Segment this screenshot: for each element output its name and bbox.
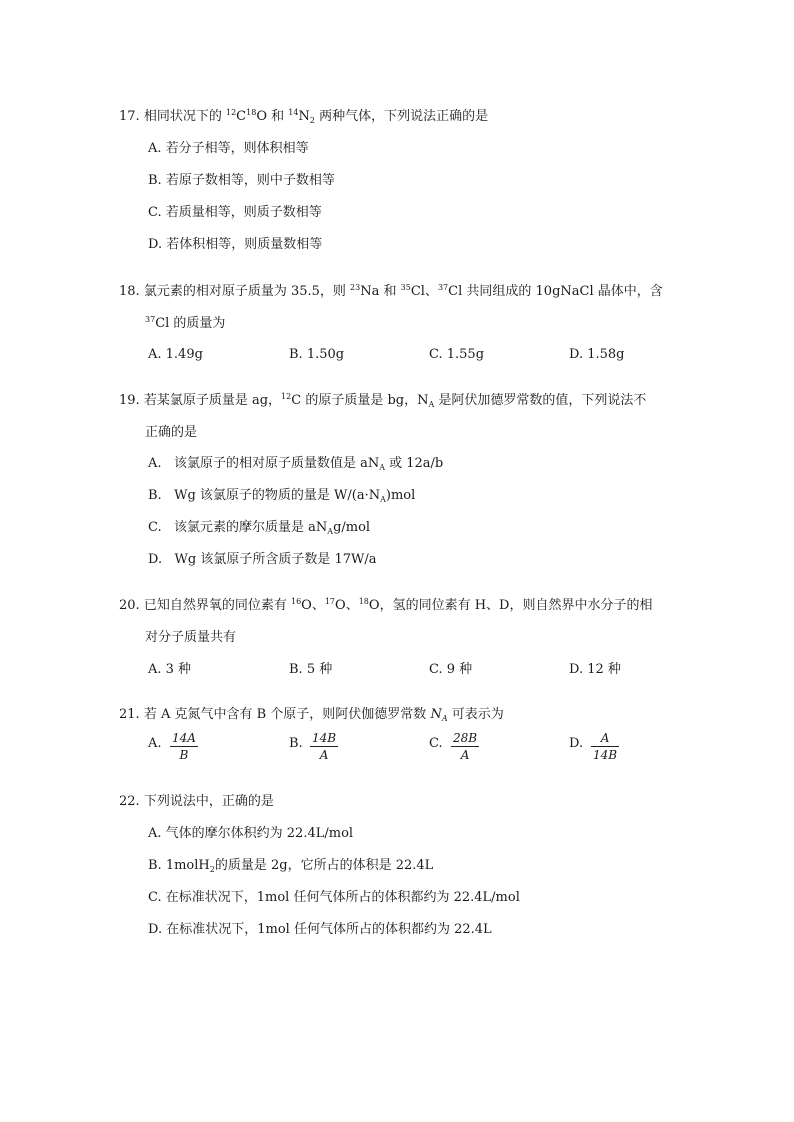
q17-option-b: B. 若原子数相等，则中子数相等 — [148, 173, 335, 188]
q19-option-a: A. 该氯原子的相对原子质量数值是 $aN_A$ 或 12a/b — [148, 456, 444, 472]
q22-option-b: B. 1molH$_2$的质量是 2g，它所占的体积是 22.4L — [148, 858, 434, 874]
question-22-stem: 22. 下列说法中，正确的是 — [119, 794, 274, 809]
question-number: 21. — [119, 707, 140, 722]
denominator: A — [460, 748, 470, 762]
question-17-stem: 17. 相同状况下的 $^{12}C^{18}O$ 和 $^{14}N_2$ 两种气体，下列说法正确的是 — [119, 108, 489, 125]
denominator: A — [319, 748, 329, 762]
q18-option-a: A. 1.49g — [148, 347, 203, 362]
q22-option-a: A. 气体的摩尔体积约为 22.4L/mol — [148, 826, 354, 841]
q18-option-b: B. 1.50g — [289, 347, 345, 362]
q20-option-b: B. 5 种 — [289, 662, 333, 677]
q21-option-a-fraction — [170, 731, 198, 762]
question-number: 19. — [119, 393, 140, 408]
q22-option-d: D. 在标准状况下，1mol 任何气体所占的体积都约为 22.4L — [148, 922, 492, 937]
q21-option-d-fraction — [591, 731, 619, 762]
numerator: A — [591, 731, 619, 747]
question-20-stem-line2: 对分子质量共有 — [145, 630, 237, 645]
q21-option-b-label: B. — [289, 736, 303, 751]
q20-option-a: A. 3 种 — [148, 662, 192, 677]
denominator: B — [179, 748, 189, 762]
q21-option-a-label: A. — [148, 736, 162, 751]
q18-option-c: C. 1.55g — [429, 347, 485, 362]
numerator: 14A — [172, 731, 196, 745]
question-21-stem: 21. 若 A 克氮气中含有 B 个原子，则阿伏伽德罗常数 $N_A$ 可表示为 — [119, 707, 504, 723]
q20-option-c: C. 9 种 — [429, 662, 473, 677]
q20-option-d: D. 12 种 — [569, 662, 621, 677]
q19-option-b: B. Wg 该氯原子的物质的量是 $W/(a\cdot N_A)mol$ — [148, 488, 416, 504]
numerator: 28B — [453, 731, 478, 745]
q19-option-c: C. 该氯元素的摩尔质量是 $aN_Ag$/mol — [148, 520, 371, 536]
denominator: 14B — [593, 748, 618, 762]
q21-option-b-fraction — [310, 731, 338, 762]
question-number: 18. — [119, 284, 140, 299]
question-18-stem-line2: $^{37}$Cl 的质量为 — [145, 315, 226, 331]
numerator: 14B — [312, 731, 337, 745]
q18-option-d: D. 1.58g — [569, 347, 625, 362]
question-number: 22. — [119, 794, 140, 809]
question-number: 20. — [119, 598, 140, 613]
question-number: 17. — [119, 109, 140, 124]
q17-option-c: C. 若质量相等，则质子数相等 — [148, 205, 322, 220]
question-20-stem: 20. 已知自然界氧的同位素有 $^{16}$O、$^{17}$O、$^{18}$O，氢的同位素有 H、D，则自然界中水分子的相 — [119, 597, 653, 613]
question-19-stem-line2: 正确的是 — [145, 425, 198, 440]
q21-option-d-label: D. — [569, 736, 584, 751]
q21-option-c-label: C. — [429, 736, 443, 751]
q17-option-a: A. 若分子相等，则体积相等 — [148, 141, 309, 156]
q21-option-c-fraction — [451, 731, 479, 762]
question-18-stem: 18. 氯元素的相对原子质量为 35.5，则 $^{23}$Na 和 $^{35}$Cl、$^{37}$Cl 共同组成的 10gNaCl 晶体中，含 — [119, 283, 663, 299]
q17-option-d: D. 若体积相等，则质量数相等 — [148, 237, 323, 252]
q19-option-d: D. Wg 该氯原子所含质子数是 17W/a — [148, 552, 377, 567]
q22-option-c: C. 在标准状况下，1mol 任何气体所占的体积都约为 22.4L/mol — [148, 890, 520, 905]
question-19-stem: 19. 若某氯原子质量是 ag，$^{12}$C 的原子质量是 bg，$N_A$ 是阿伏加德罗常数的值，下列说法不 — [119, 392, 647, 409]
